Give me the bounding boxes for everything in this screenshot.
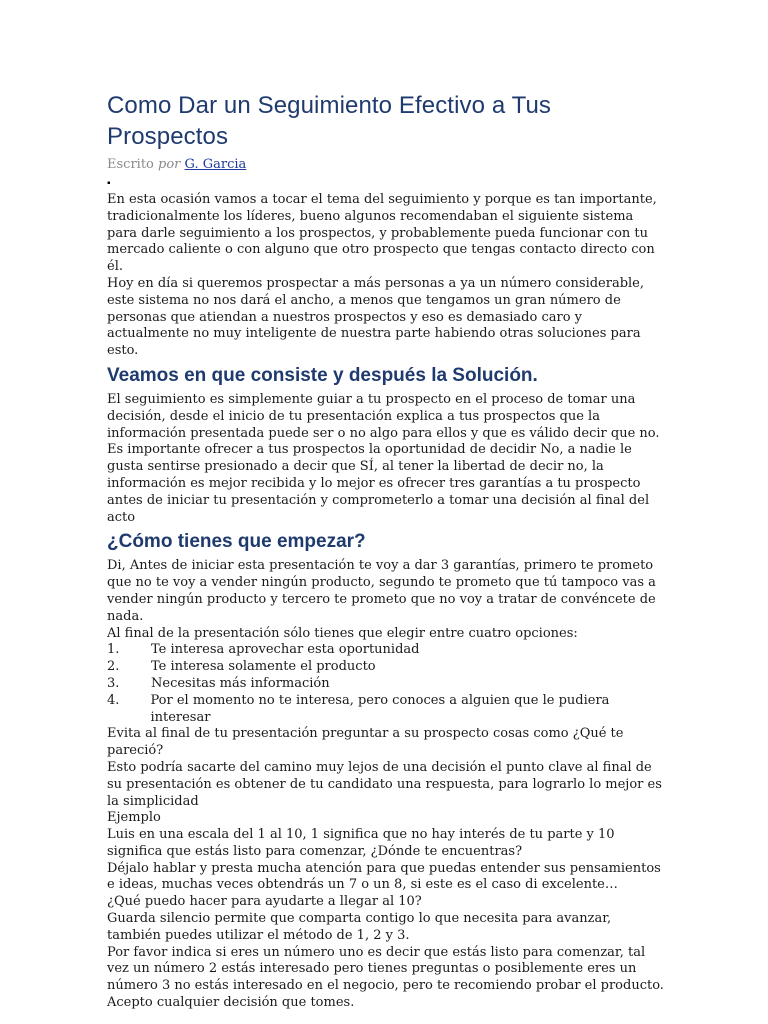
list-text: Te interesa aprovechar esta oportunidad: [151, 642, 420, 658]
paragraph: El seguimiento es simplemente guiar a tu prospecto en el proceso de tomar una decisión, desde el inicio de tu presentación explica a tus prospectos que la información presentada puede ser o no algo para ellos y que es válido decir que no.: [107, 391, 660, 441]
list-text: Por el momento no te interesa, pero conoces a alguien que le pudiera interesar: [150, 692, 610, 725]
list-text: Te interesa solamente el producto: [151, 659, 376, 675]
bullet-marker: ▪: [107, 178, 111, 189]
list-item: [107, 676, 667, 693]
options-list: [107, 642, 667, 726]
list-number: 2.: [107, 659, 120, 675]
intro-paragraph: Hoy en día si queremos prospectar a más personas a ya un número considerable, este sistema no nos dará el ancho, a menos que tengamos un gran número de personas que atiendan a nuestros prospectos y eso es demasiado caro y actualmente no muy inteligente de nuestra parte habiendo otras soluciones para esto.: [107, 275, 645, 359]
paragraph: Es importante ofrecer a tus prospectos la oportunidad de decidir No, a nadie le gusta sentirse presionado a decir que SÍ, al tener la libertad de decir no, la información es mejor recibida y lo mejor es ofrecer tres garantías a tu prospecto antes de iniciar tu presentación y comprometerlo a tomar una decisión al final del acto: [107, 442, 650, 525]
paragraph: Ejemplo: [107, 810, 161, 826]
article-title: Como Dar un Seguimiento Efectivo a Tus Prospectos: [107, 92, 552, 150]
paragraph: Por favor indica si eres un número uno es decir que estás listo para comenzar, tal vez un número 2 estás interesado pero tienes preguntas o posiblemente eres un número 3 no estás interesado en el negocio, pero te recomiendo probar el producto.: [107, 944, 664, 994]
paragraph: Al final de la presentación sólo tienes que elegir entre cuatro opciones:: [107, 625, 578, 641]
byline-por: por: [158, 157, 181, 172]
list-number: 1.: [107, 642, 120, 658]
paragraph: Luis en una escala del 1 al 10, 1 significa que no hay interés de tu parte y 10 significa que estás listo para comenzar, ¿Dónde te encuentras?: [107, 827, 615, 859]
author-link[interactable]: G. Garcia: [184, 157, 247, 172]
list-item: [107, 642, 667, 659]
section-heading-start: ¿Cómo tienes que empezar?: [107, 531, 366, 553]
list-item: [107, 659, 667, 676]
article: [107, 90, 667, 1012]
paragraph: Esto podría sacarte del camino muy lejos de una decisión el punto clave al final de su presentación es obtener de tu candidato una respuesta, para lograrlo lo mejor es la simplicidad: [107, 759, 662, 809]
list-number: 3.: [107, 675, 120, 691]
section-heading-solution: Veamos en que consiste y después la Solución.: [107, 364, 538, 386]
paragraph: Evita al final de tu presentación preguntar a su prospecto cosas como ¿Qué te pareció?: [107, 726, 624, 759]
paragraph: ¿Qué puedo hacer para ayudarte a llegar al 10?: [107, 894, 422, 910]
list-number: 4.: [107, 692, 120, 708]
list-text: Necesitas más información: [151, 675, 330, 691]
byline: [107, 157, 667, 172]
paragraph: Guarda silencio permite que comparta contigo lo que necesita para avanzar, también puedes utilizar el método de 1, 2 y 3.: [107, 911, 612, 943]
paragraph: Di, Antes de iniciar esta presentación te voy a dar 3 garantías, primero te prometo que no te voy a vender ningún producto, segundo te prometo que tú tampoco vas a vender ningún producto y tercero te prometo que no voy a tratar de convéncete de nada.: [107, 558, 656, 624]
article-body: [107, 192, 667, 1012]
byline-prefix: Escrito: [107, 157, 154, 172]
paragraph: Acepto cualquier decisión que tomes.: [107, 995, 355, 1011]
paragraph: Déjalo hablar y presta mucha atención para que puedas entender sus pensamientos e ideas, muchas veces obtendrás un 7 o un 8, si este es el caso di excelente…: [107, 860, 661, 893]
intro-paragraph: En esta ocasión vamos a tocar el tema del seguimiento y porque es tan importante, tradicionalmente los líderes, bueno algunos recomendaban el siguiente sistema para darle seguimiento a los prospectos, y probablemente pueda funcionar con tu mercado caliente o con alguno que otro prospecto que tengas contacto directo con él.: [107, 192, 657, 275]
list-item: [107, 693, 667, 727]
